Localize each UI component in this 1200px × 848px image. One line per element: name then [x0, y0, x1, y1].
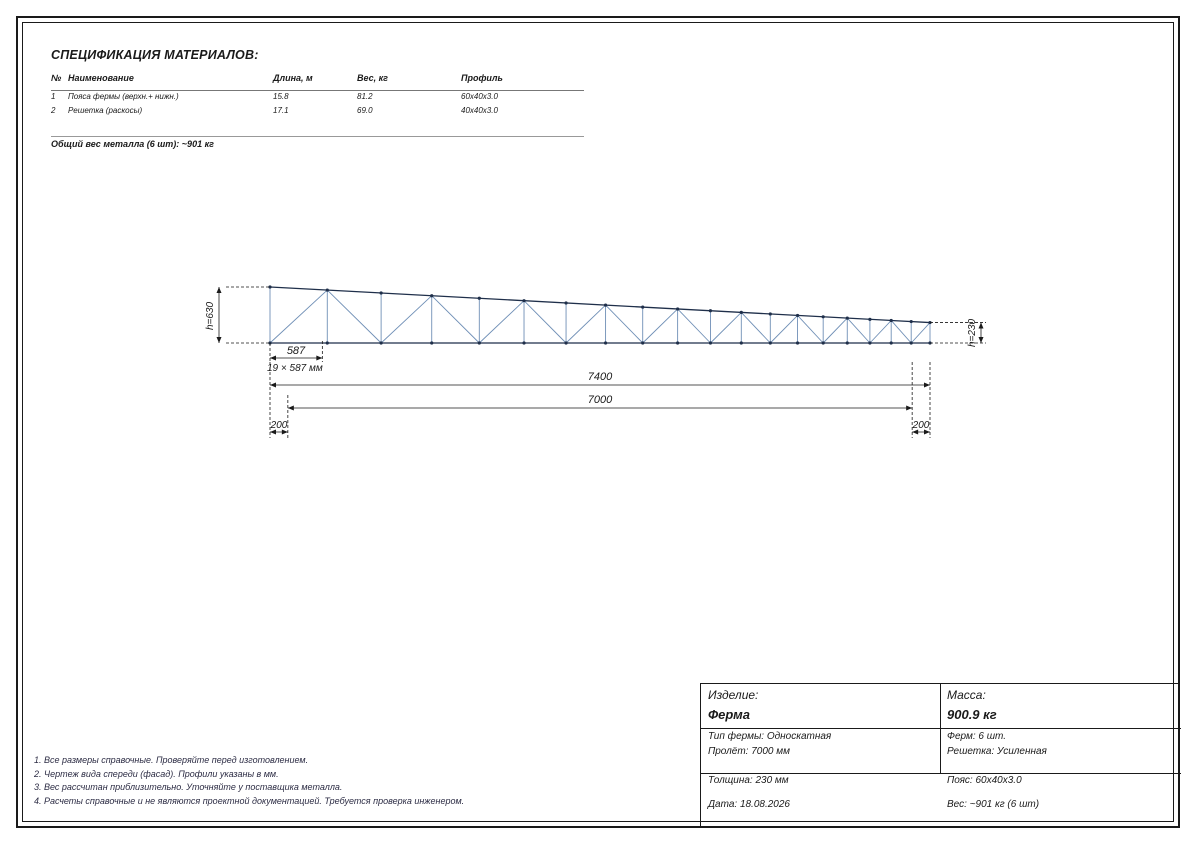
truss-diagonal: [643, 309, 678, 343]
spec-total: Общий вес металла (6 шт): ~901 кг: [51, 139, 214, 149]
truss-diagonal: [741, 312, 770, 343]
panel-dim-arrow: [316, 356, 322, 361]
truss-node: [709, 341, 712, 344]
spec-header-length: Длина, м: [273, 73, 313, 83]
truss-node: [326, 288, 329, 291]
spec-cell-weight: 69.0: [357, 106, 373, 115]
truss-node: [890, 319, 893, 322]
spec-header-name: Наименование: [68, 73, 134, 83]
span-dim-arrow: [906, 406, 912, 411]
panel-label: 587: [286, 345, 306, 357]
truss-node: [430, 294, 433, 297]
truss-node: [430, 341, 433, 344]
truss-diagonal: [870, 320, 891, 343]
truss-node: [564, 341, 567, 344]
panel-dim-arrow: [270, 356, 276, 361]
h-left-arrow: [217, 287, 222, 293]
total-length-dim-arrow: [924, 383, 930, 388]
h-left-arrow: [217, 337, 222, 343]
total-weight: Вес: ~901 кг (6 шт): [947, 799, 1040, 810]
truss-diagonal: [847, 318, 870, 343]
truss-node: [564, 301, 567, 304]
truss-node: [822, 315, 825, 318]
truss-node: [478, 297, 481, 300]
top-chord: [270, 287, 930, 323]
title-block-rule: [701, 773, 1181, 774]
truss-node: [522, 299, 525, 302]
truss-thickness: Толщина: 230 мм: [708, 775, 789, 786]
support-left-label: 200: [270, 420, 288, 431]
spec-cell-num: 1: [51, 92, 56, 101]
total-length-dim-arrow: [270, 383, 276, 388]
spec-cell-profile: 40x40x3.0: [461, 106, 498, 115]
truss-node: [769, 312, 772, 315]
spec-title: СПЕЦИФИКАЦИЯ МАТЕРИАЛОВ:: [51, 48, 259, 62]
truss-diagonal: [381, 296, 432, 343]
spec-header-num: №: [51, 73, 62, 83]
truss-node: [740, 341, 743, 344]
total-length-label: 7400: [587, 371, 613, 383]
h-right-arrow: [979, 337, 984, 343]
truss-diagonal: [432, 296, 480, 343]
truss-diagonal: [327, 290, 381, 343]
spec-header-profile: Профиль: [461, 73, 503, 83]
note-line: 4. Расчеты справочные и не являются проектной документацией. Требуется проверка инженером.: [34, 795, 465, 806]
truss-node: [846, 316, 849, 319]
truss-node: [868, 318, 871, 321]
truss-diagonal: [479, 301, 524, 343]
h-right-arrow: [979, 323, 984, 329]
note-line: 1. Все размеры справочные. Проверяйте перед изготовлением.: [34, 755, 309, 765]
spec-cell-weight: 81.2: [357, 92, 373, 101]
spec-cell-name: Решетка (раскосы): [68, 106, 143, 115]
truss-diagonal: [678, 309, 711, 343]
panel-count-label: 19 × 587 мм: [267, 363, 323, 374]
truss-node: [641, 305, 644, 308]
mass-value: 900.9 кг: [947, 707, 997, 722]
truss-node: [380, 291, 383, 294]
truss-node: [796, 341, 799, 344]
truss-web: [270, 287, 930, 343]
truss-node: [478, 341, 481, 344]
span-label: 7000: [587, 394, 613, 406]
truss-node: [769, 341, 772, 344]
truss-node: [641, 341, 644, 344]
truss-diagonal: [270, 290, 327, 343]
truss-node: [522, 341, 525, 344]
truss-lattice: Решетка: Усиленная: [947, 746, 1047, 757]
truss-node: [676, 341, 679, 344]
truss-node: [709, 309, 712, 312]
truss-span: Пролёт: 7000 мм: [708, 746, 790, 757]
spec-cell-name: Пояса фермы (верхн.+ нижн.): [68, 92, 179, 101]
truss-node: [910, 341, 913, 344]
truss-diagonal: [770, 315, 797, 343]
truss-node: [910, 320, 913, 323]
truss-node: [796, 314, 799, 317]
truss-node: [846, 341, 849, 344]
h-left-label: h=630: [205, 301, 216, 331]
note-line: 3. Вес рассчитан приблизительно. Уточняйте у поставщика металла.: [34, 782, 343, 793]
span-dim-arrow: [288, 406, 294, 411]
truss-diagonal: [798, 315, 824, 343]
truss-node: [868, 341, 871, 344]
product-label: Изделие:: [708, 688, 759, 702]
h-right-label: h=230: [967, 318, 978, 348]
truss-type: Тип фермы: Односкатная: [708, 731, 832, 742]
truss-node: [604, 303, 607, 306]
truss-diagonal: [606, 305, 643, 343]
truss-diagonal: [524, 301, 566, 343]
mass-label: Масса:: [947, 688, 986, 702]
truss-node: [822, 341, 825, 344]
title-block: [700, 683, 1180, 828]
notes: [34, 754, 464, 808]
truss-chord: Пояс: 60x40x3.0: [947, 775, 1022, 786]
support-right-label: 200: [912, 420, 930, 431]
truss-diagonal: [710, 312, 741, 343]
spec-cell-profile: 60x40x3.0: [461, 92, 498, 101]
truss-node: [740, 311, 743, 314]
truss-nodes: [268, 285, 931, 344]
truss-diagonal: [566, 305, 606, 343]
truss-node: [326, 341, 329, 344]
spec-cell-num: 2: [51, 106, 56, 115]
truss-diagonal: [823, 318, 847, 343]
title-block-rule: [701, 728, 1181, 729]
truss-diagonal: [891, 320, 911, 343]
drawing-date: Дата: 18.08.2026: [708, 799, 790, 810]
spec-cell-length: 17.1: [273, 106, 289, 115]
note-line: 2. Чертеж вида спереди (фасад). Профили указаны в мм.: [34, 768, 279, 779]
truss-node: [676, 307, 679, 310]
truss-count: Ферм: 6 шт.: [947, 731, 1007, 742]
title-block-divider: [940, 684, 941, 774]
spec-cell-length: 15.8: [273, 92, 289, 101]
product-value: Ферма: [708, 707, 750, 722]
spec-header-weight: Вес, кг: [357, 73, 388, 83]
truss-node: [604, 341, 607, 344]
truss-node: [890, 341, 893, 344]
dimension-texts: [205, 302, 978, 431]
truss-diagonal: [911, 323, 930, 343]
truss-node: [380, 341, 383, 344]
